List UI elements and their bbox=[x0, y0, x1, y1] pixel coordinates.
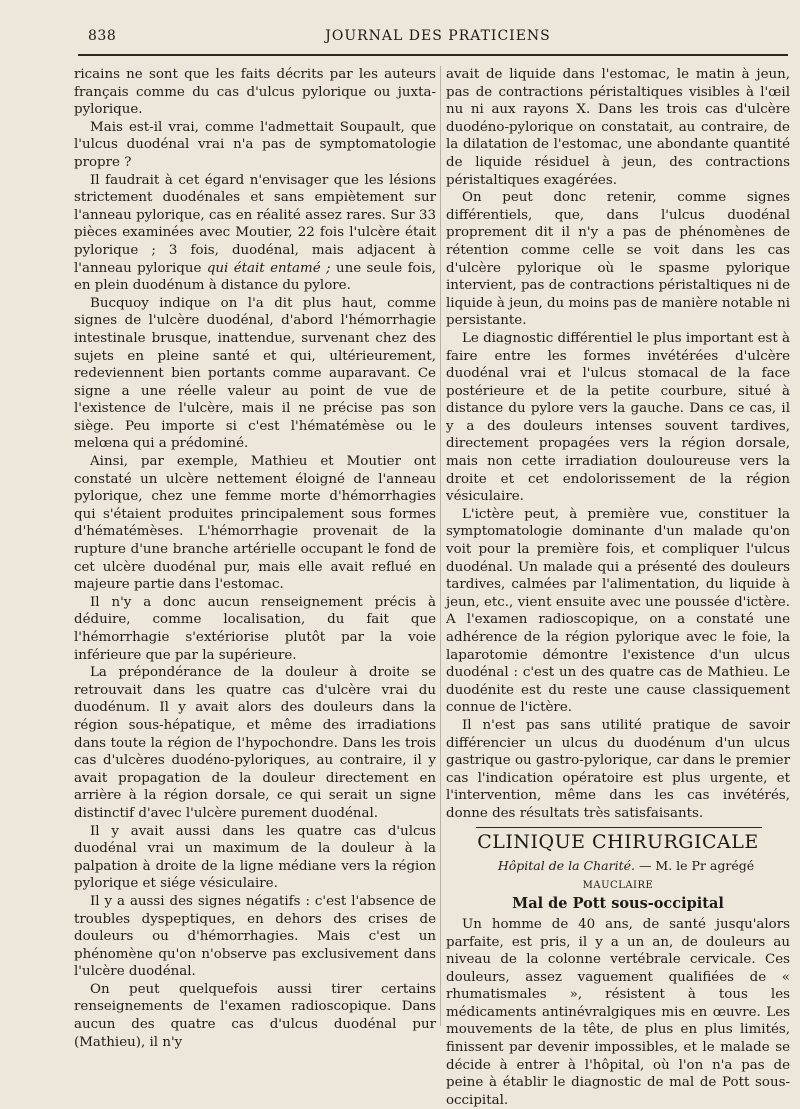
header-rule bbox=[78, 54, 788, 56]
paragraph: Il n'est pas sans utilité pratique de savoir différencier un ulcus du duodénum d'un ulcus gastrique ou gastro-pylorique, car dans le premier cas l'indication opératoire est plus urgente, et l'intervention, même dans les cas invétérés, donne des résultats très satisfaisants. bbox=[446, 717, 790, 821]
left-column bbox=[74, 66, 436, 1051]
paragraph: Il y avait aussi dans les quatre cas d'ulcus duodénal vrai un maximum de la douleur à la palpation à droite de la ligne médiane vers la région pylorique et siége vésiculaire. bbox=[74, 823, 436, 892]
page-number: 838 bbox=[88, 28, 117, 44]
paragraph: La prépondérance de la douleur à droite se retrouvait dans les quatre cas d'ulcère vrai du duodénum. Il y avait alors des douleurs dans la région sous-hépatique, et même des irradiations dans toute la région de l'hypochondre. Dans les trois cas d'ulcères duodéno-pyloriques, au contraire, il y avait propagation de la douleur directement en arrière à la région dorsale, ce qui serait un signe distinctif d'avec l'ulcère purement duodénal. bbox=[74, 665, 436, 821]
page-header bbox=[88, 28, 788, 50]
paragraph: L'ictère peut, à première vue, constituer la symptomatologie dominante d'un malade qu'on voit pour la première fois, et compliquer l'ulcus duodénal. Un malade qui a présenté des douleurs tardives, calmées par l'alimentation, du liquide à jeun, etc., vient ensuite avec une poussée d'ictère. A l'examen radioscopique, on a constaté une adhérence de la région pylorique avec le foie, la laparotomie démontre l'existence d'un ulcus duodénal : c'est un des quatre cas de Mathieu. Le duodénite est du reste une cause classiquement connue de l'ictère. bbox=[446, 506, 790, 716]
doctor-name: MAUCLAIRE bbox=[582, 879, 654, 891]
section-rule bbox=[476, 827, 762, 828]
byline-dash: — bbox=[634, 858, 656, 874]
doctor-prefix: M. le Pr agrégé bbox=[655, 858, 755, 874]
right-column bbox=[446, 66, 790, 1109]
paragraph: avait de liquide dans l'estomac, le matin à jeun, pas de contractions péristaltiques visibles à l'œil nu ni aux rayons X. Dans les trois cas d'ulcère duodéno-pylorique on constatait, au contraire, de la dilatation de l'estomac, une abondante quantité de liquide résiduel à jeun, des contractions péristaltiques exagérées. bbox=[446, 67, 790, 188]
column-divider bbox=[440, 66, 441, 1026]
paragraph: Il n'y a donc aucun renseignement précis à déduire, comme localisation, du fait que l'hémorrhagie s'extériorise plutôt par la voie inférieure que par la supérieure. bbox=[74, 594, 436, 663]
paragraph: Bucquoy indique on l'a dit plus haut, comme signes de l'ulcère duodénal, d'abord l'hémorrhagie intestinale brusque, inattendue, survenant chez des sujets en pleine santé et qui, ultérieurement, redeviennent bien portants comme auparavant. Ce signe a une réelle valeur au point de vue de l'existence de l'ulcère, mais il ne précise pas son siège. Peu importe si c'est l'hématémèse ou le melœna qui a prédominé. bbox=[74, 295, 436, 452]
paragraph: Mais est-il vrai, comme l'admettait Soupault, que l'ulcus duodénal vrai n'a pas de symptomatologie propre ? bbox=[74, 119, 436, 170]
text-run: Il faudrait à cet égard n'envisager que les lésions strictement duodénales et sans empiètement sur l'anneau pylorique, cas en réalité assez rares. Sur 33 pièces examinées avec Moutier, 22 fois l'ulcère était pylorique ; 3 fois, duodénal, mais adjacent à l'anneau pylorique bbox=[74, 172, 436, 276]
paragraph: Il y a aussi des signes négatifs : c'est l'absence de troubles dyspeptiques, en dehors des crises de douleurs ou d'hémorrhagies. Mais c'est un phénomène qu'on n'observe pas exclusivement dans l'ulcère duodénal. bbox=[74, 893, 436, 980]
case-title: Mal de Pott sous-occipital bbox=[512, 895, 724, 913]
hospital-name: Hôpital de la Charité. bbox=[497, 858, 635, 874]
paragraph: On peut donc retenir, comme signes différentiels, que, dans l'ulcus duodénal proprement dit il n'y a pas de phénomènes de rétention comme celle se voit dans les cas d'ulcère pylorique où le spasme pylorique intervient, pas de contractions péristaltiques ni de liquide à jeun, du moins pas de manière notable ni persistante. bbox=[446, 190, 790, 329]
text-run: une seule fois, en plein duodénum à distance du pylore. bbox=[74, 260, 437, 294]
journal-title: JOURNAL DES PRATICIENS bbox=[325, 28, 551, 44]
byline bbox=[446, 857, 790, 894]
paragraph: Ainsi, par exemple, Mathieu et Moutier ont constaté un ulcère nettement éloigné de l'anneau pylorique, chez une femme morte d'hémorrhagies qui s'étaient produites principalement sous formes d'hématémèses. L'hémorrhagie provenait de la rupture d'une branche artérielle occupant le fond de cet ulcère duodénal pur, mais elle avait reflué en majeure partie dans l'estomac. bbox=[74, 454, 436, 593]
paragraph: Le diagnostic différentiel le plus important est à faire entre les formes invétérées d'ulcère duodénal vrai et l'ulcus stomacal de la face postérieure et de la petite courbure, situé à distance du pylore vers la gauche. Dans ce cas, il y a des douleurs intenses souvent tardives, directement propagées vers la région dorsale, mais non cette irradiation douloureuse vers la droite et cet endolorissement de la région vésiculaire. bbox=[446, 330, 790, 505]
paragraph: On peut quelquefois aussi tirer certains renseignements de l'examen radioscopique. Dans aucun des quatre cas d'ulcus duodénal pur (Mathieu), il n'y bbox=[74, 981, 436, 1050]
paragraph: Un homme de 40 ans, de santé jusqu'alors parfaite, est pris, il y a un an, de douleurs au niveau de la colonne vertébrale cervicale. Ces douleurs, assez vaguement qualifiées de « rhumatismales », résistent à tous les médicaments antinévralgiques mis en œuvre. Les mouvements de la tête, de plus en plus limités, finissent par devenir impossibles, et le malade se décide à entrer à l'hôpital, où l'on n'a pas de peine à établir le diagnostic de mal de Pott sous-occipital. bbox=[446, 916, 790, 1108]
paragraph: ricains ne sont que les faits décrits par les auteurs français comme du cas d'ulcus pylorique ou juxta-pylorique. bbox=[74, 67, 436, 118]
italic-text: qui était entamé ; bbox=[206, 260, 331, 276]
section-title: CLINIQUE CHIRURGICALE bbox=[477, 830, 759, 853]
paragraph bbox=[74, 172, 436, 295]
